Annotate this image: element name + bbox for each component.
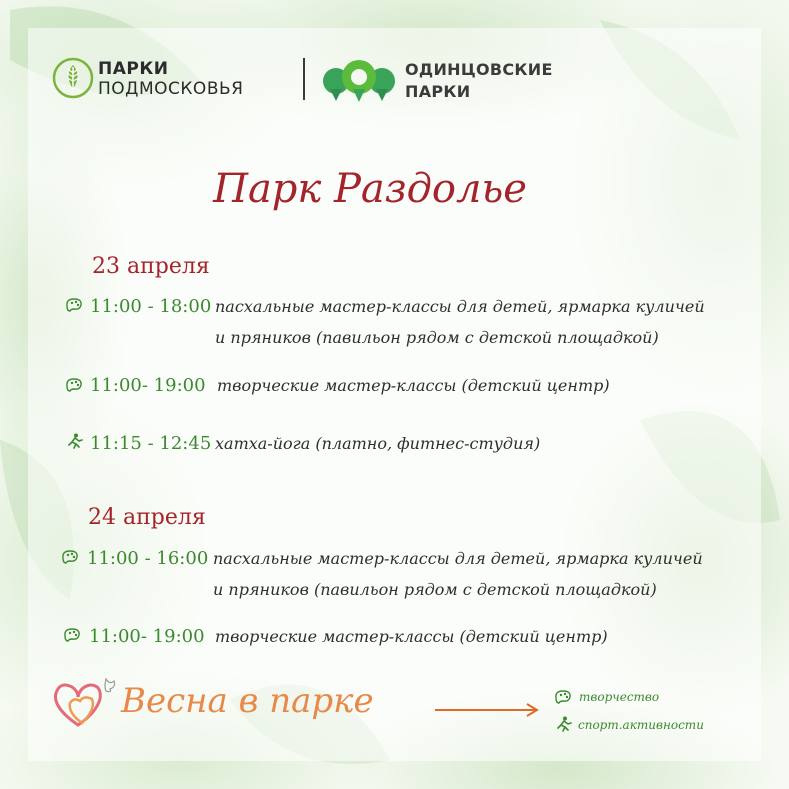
event-description-line: хатха-йога (платно, фитнес-студия) [215,434,541,453]
paint-palette-icon [64,297,84,313]
arrow-right-icon [433,703,541,717]
leaf-logo-icon [52,57,94,99]
event-description-line: пасхальные мастер-классы для детей, ярмарка куличей [215,297,705,316]
paint-palette-icon [60,549,80,565]
event-time: 11:00- 19:00 [89,626,205,647]
running-person-icon [553,716,573,732]
trees-logo-icon [322,55,398,103]
logo1-line2: ПОДМОСКОВЬЯ [98,79,244,99]
legend-label-sport: спорт.активности [578,718,704,732]
event-description-line: творческие мастер-классы (детский центр) [217,376,610,395]
odintsovo-parks-logo [322,55,582,105]
event-time: 11:15 - 12:45 [90,433,212,454]
parks-podmoskovya-logo [52,57,292,103]
paint-palette-icon [64,377,84,393]
event-description-line: творческие мастер-классы (детский центр) [215,627,608,646]
spring-in-park-badge [48,675,388,735]
logo2-line2: ПАРКИ [405,82,471,101]
spring-title: Весна в парке [121,681,374,721]
date-heading-day1: 23 апреля [92,254,210,279]
event-time: 11:00 - 16:00 [87,548,209,569]
hearts-butterfly-icon [48,675,120,731]
event-description-line: и пряников (павильон рядом с детской площадкой) [213,580,657,599]
event-time: 11:00 - 18:00 [90,296,212,317]
event-description-line: и пряников (павильон рядом с детской площадкой) [215,328,659,347]
logo-divider [303,58,305,100]
page-title: Парк Раздолье [213,166,527,212]
date-heading-day2: 24 апреля [88,505,206,530]
logo1-line1: ПАРКИ [98,59,169,79]
paint-palette-icon [62,627,82,643]
logo2-line1: ОДИНЦОВСКИЕ [405,60,553,79]
running-person-icon [64,433,84,449]
event-description-line: пасхальные мастер-классы для детей, ярмарка куличей [213,549,703,568]
event-time: 11:00- 19:00 [90,375,206,396]
paint-palette-icon [553,689,573,705]
legend-label-creativity: творчество [579,690,660,704]
